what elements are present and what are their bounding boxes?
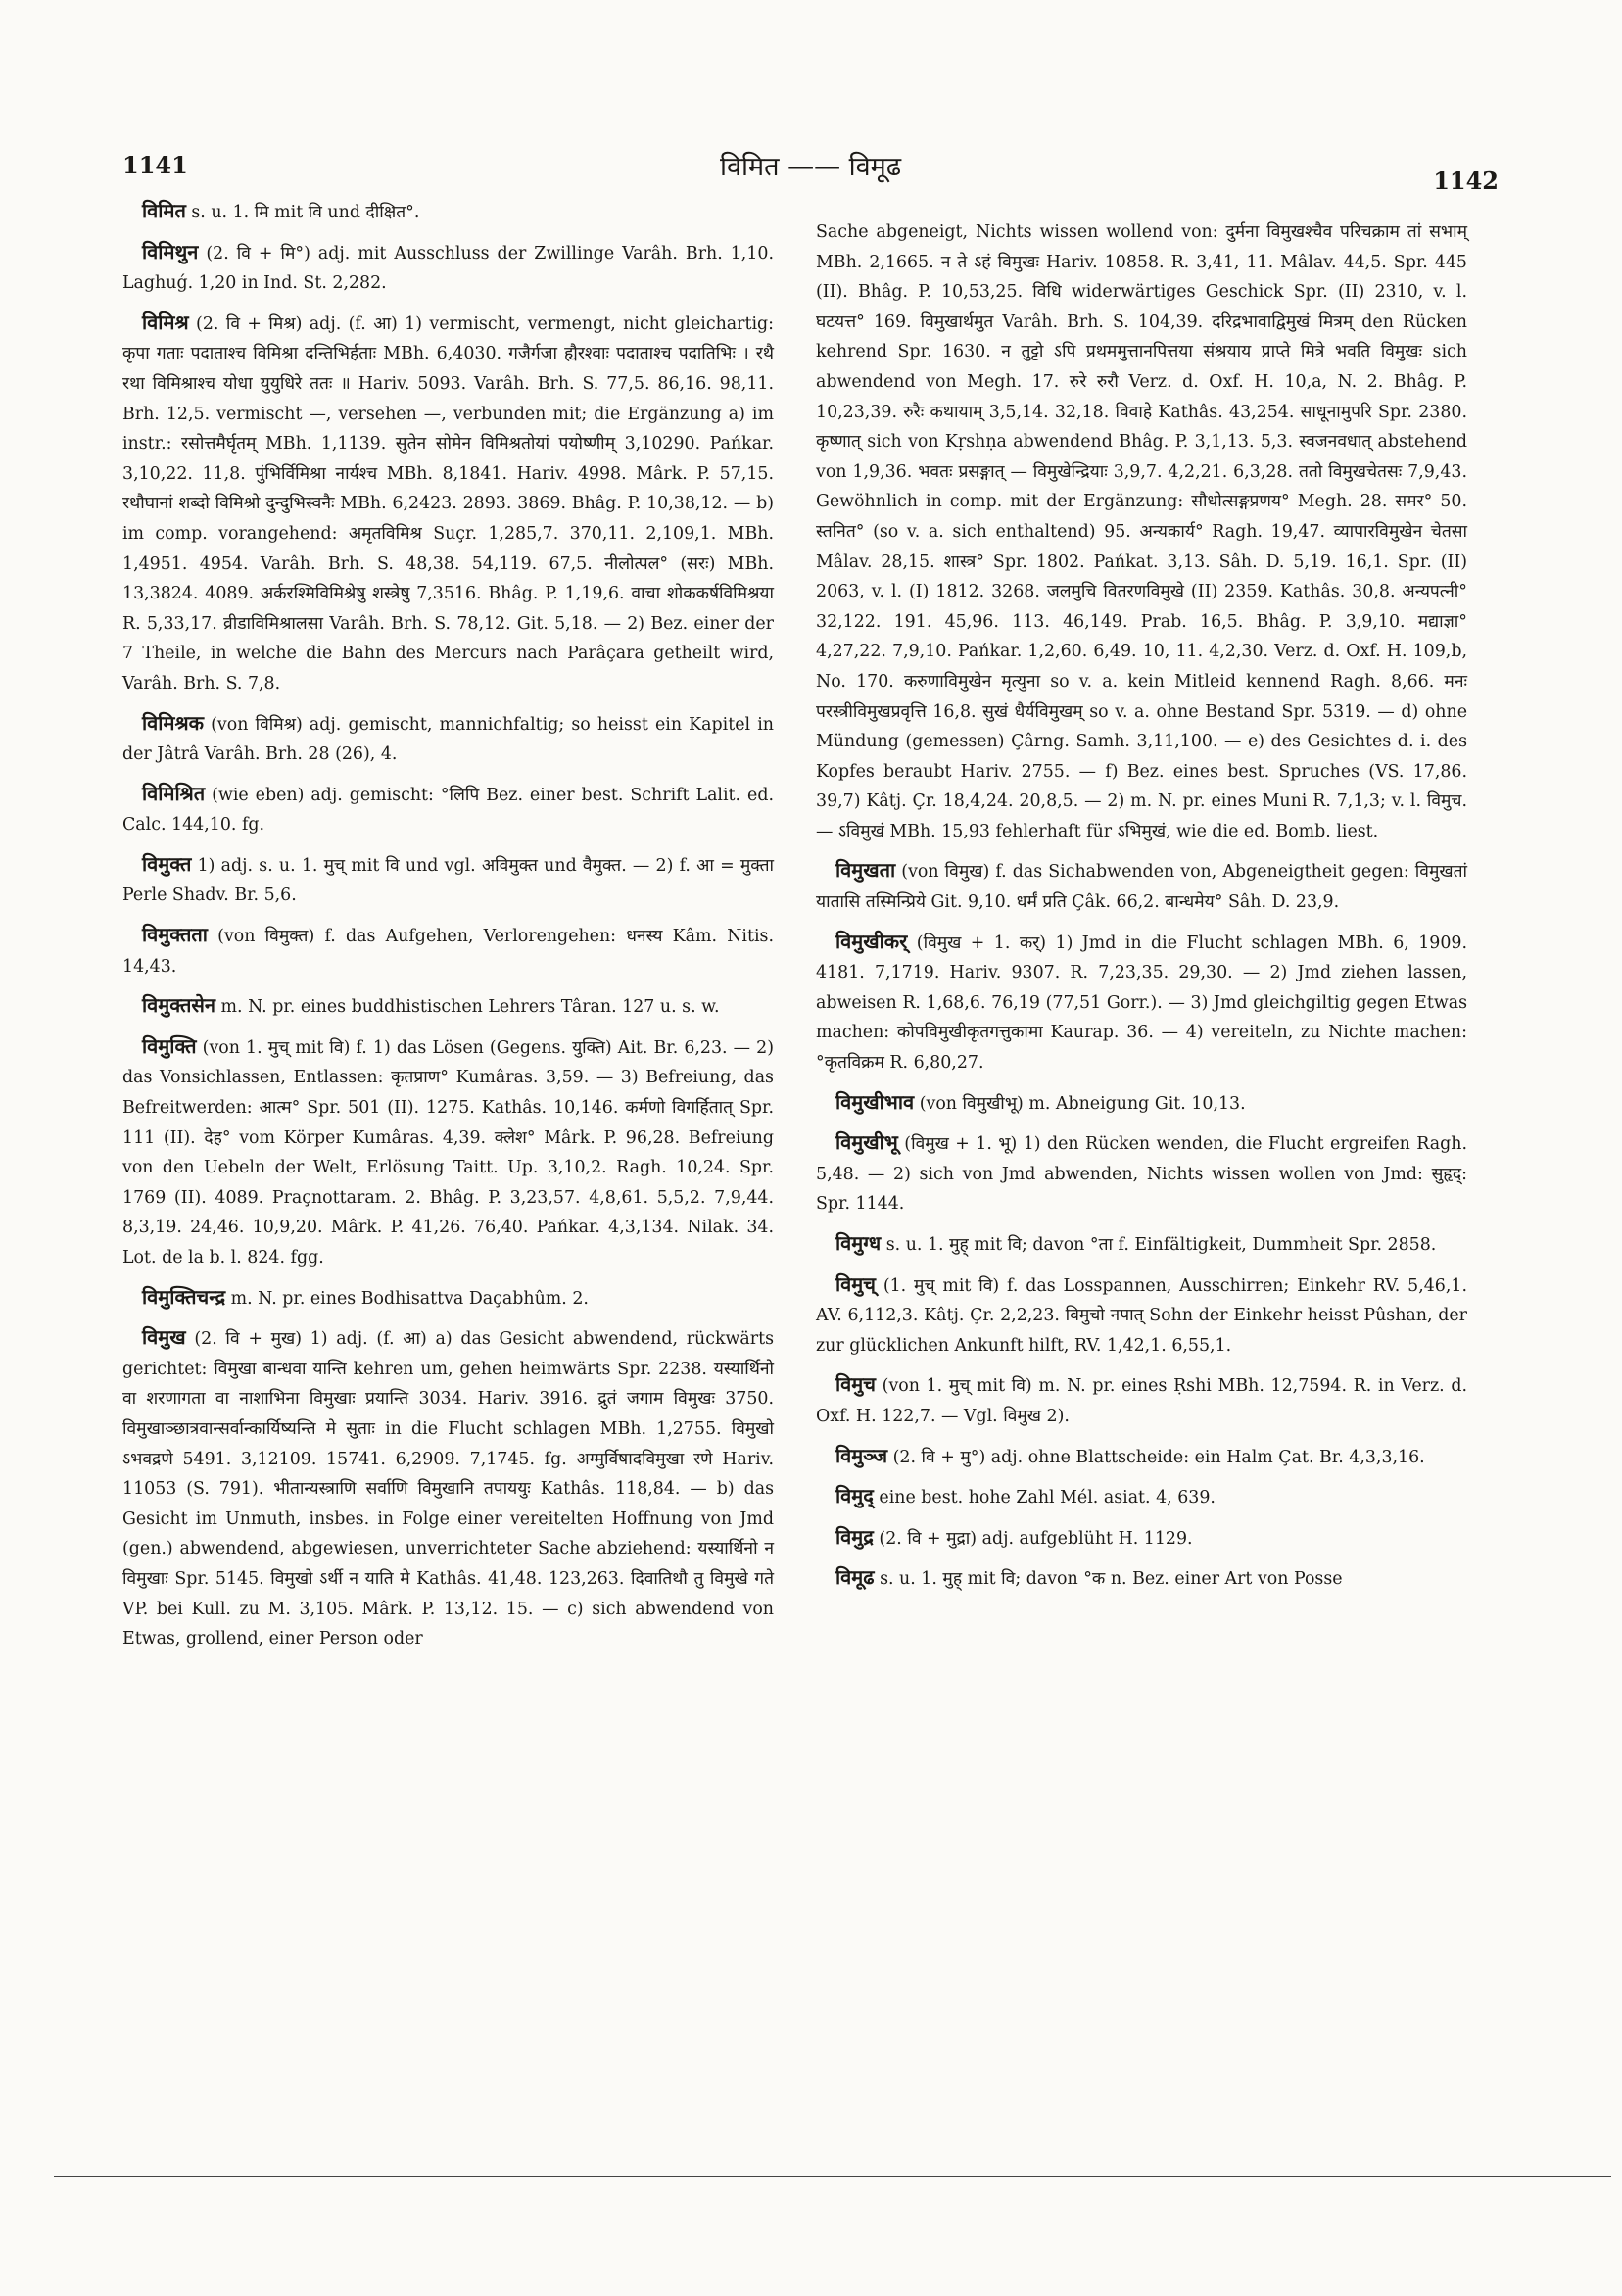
page-header [122, 147, 1499, 195]
entry-headword: विमुच् [835, 1271, 876, 1296]
entry-text: (von विमुक्त) f. das Aufgehen, Verlorengehen: धनस्य Kâm. Nitis. 14,43. [122, 927, 774, 977]
entry-headword: विमिश्रित [142, 781, 206, 805]
entry-headword: विमुखीकर् [835, 929, 908, 953]
entry-text: (2. वि + मुख) 1) adj. (f. आ) a) das Gesicht abwendend, rückwärts gerichtet: विमुखा बान्धवा यान्ति kehren um, gehen heimwärts Spr. 2238. यस्यार्थिनो वा शरणागता वा नाशाभिना विमुखाः प्रयान्ति 3034. Hariv. 3916. द्रुतं जगाम विमुखः 3750. विमुखाञ्छात्रवान्सर्वान्कार्यिष्यन्ति मे सुताः in die Flucht schlagen MBh. 1,2755. विमुखो ऽभवद्रणे 5491. 3,12109. 15741. 6,2909. 7,1745. fg. अग्मुर्विषादविमुखा रणे Hariv. 11053 (S. 791). भीतान्यस्त्राणि सर्वाणि विमुखानि तपाययुः Kathâs. 118,84. — b) das Gesicht im Unmuth, insbes. in Folge einer vereitelten Hoffnung von Jmd (gen.) abwendend, abgewiesen, unverrichteter Sache abziehend: यस्यार्थिनो न विमुखाः Spr. 5145. विमुखो ऽर्थी न याति मे Kathâs. 41,48. 123,263. दिवातिथौ तु विमुखे गते VP. bei Kull. zu M. 3,105. Mârk. P. 13,12. 15. — c) sich abwendend von Etwas, grollend, einer Person oder [122, 1329, 775, 1650]
dictionary-entry [816, 1481, 1467, 1513]
page-number-left: 1141 [122, 151, 188, 179]
entry-headword: विमुखीभाव [835, 1089, 915, 1114]
dictionary-entry [816, 927, 1467, 1078]
dictionary-entry [816, 1087, 1467, 1120]
dictionary-entry [816, 1441, 1467, 1473]
dictionary-entry [122, 237, 774, 299]
entry-text: (wie eben) adj. gemischt: °लिपि Bez. einer best. Schrift Lalit. ed. Calc. 144,10. fg. [122, 785, 774, 836]
entry-text: (von 1. मुच् mit वि) f. 1) das Lösen (Gegens. युक्ति) Ait. Br. 6,23. — 2) das Vonsichlassen, Entlassen: कृतप्राण° Kumâras. 3,59. — 3) Befreiung, das Befreitwerden: आत्म° Spr. 501 (II). 1275. Kathâs. 10,146. कर्मणो विगर्हितात् Spr. 111 (II). देह° vom Körper Kumâras. 4,39. क्लेश° Mârk. P. 96,28. Befreiung von den Uebeln der Welt, Erlösung Taitt. Up. 3,10,2. Ragh. 10,24. Spr. 1769 (II). 4089. Praçnottaram. 2. Bhâg. P. 3,23,57. 4,8,61. 5,5,2. 7,9,44. 8,3,19. 24,46. 10,9,20. Mârk. P. 41,26. 76,40. Pańkar. 4,3,134. Nilak. 34. Lot. de la b. l. 824. fgg. [122, 1037, 775, 1268]
entry-text: (2. वि + मिश्र) adj. (f. आ) 1) vermischt, vermengt, nicht gleichartig: कृपा गताः पदाताश्च विमिश्रा दन्तिभिर्हताः MBh. 6,4030. गजैर्गजा ह्यैरश्वाः पदाताश्च पदातिभिः । रथै रथा विमिश्राश्च योधा युयुधिरे ततः ॥ Hariv. 5093. Varâh. Brh. S. 77,5. 86,16. 98,11. Brh. 12,5. vermischt —, versehen —, verbunden mit; die Ergänzung a) im instr.: रसोत्तमैर्घृतम् MBh. 1,1139. सुतेन सोमेन विमिश्रतोयां पयोष्णीम् 3,10290. Pańkar. 3,10,22. 11,8. पुंभिर्विमिश्रा नार्यश्च MBh. 8,1841. Hariv. 4998. Mârk. P. 57,15. रथौघानां शब्दो विमिश्रो दुन्दुभिस्वनैः MBh. 6,2423. 2893. 3869. Bhâg. P. 10,38,12. — b) im comp. vorangehend: अमृतविमिश्र Suçr. 1,285,7. 370,11. 2,109,1. MBh. 1,4951. 4954. Varâh. Brh. S. 48,38. 54,119. 67,5. नीलोत्पल° (सरः) MBh. 13,3824. 4089. अर्करश्मिविमिश्रेषु शस्त्रेषु 7,3516. Bhâg. P. 1,19,6. वाचा शोककर्षविमिश्रया R. 5,33,17. व्रीडाविमिश्रालसा Varâh. Brh. S. 78,12. Git. 5,18. — 2) Bez. einer der 7 Theile, in welche die Bahn des Mercurs nach Parâçara getheilt wird, Varâh. Brh. S. 7,8. [122, 313, 774, 694]
entry-headword: विमुक्ति [142, 1033, 197, 1058]
dictionary-entry [122, 990, 774, 1023]
entry-text: (von 1. मुच् mit वि) m. N. pr. eines Ṛshi MBh. 12,7594. R. in Verz. d. Oxf. H. 122,7. — Vgl. विमुख 2). [816, 1376, 1467, 1426]
dictionary-entry [122, 849, 774, 911]
entry-headword: विमुच [835, 1372, 876, 1397]
entry-headword: विमुक्त [142, 851, 192, 876]
entry-headword: विमुक्तसेन [142, 993, 215, 1018]
dictionary-entry [816, 1127, 1467, 1220]
dictionary-entry-continuation [816, 217, 1467, 846]
entry-headword: विमित [142, 199, 186, 222]
entry-text: s. u. 1. मुह् mit वि; davon °ता f. Einfältigkeit, Dummheit Spr. 2858. [885, 1235, 1437, 1255]
entry-text: m. N. pr. eines buddhistischen Lehrers Târan. 127 u. s. w. [220, 997, 720, 1018]
entry-text: (1. मुच् mit वि) f. das Losspannen, Ausschirren; Einkehr RV. 5,46,1. AV. 6,112,3. Kâtj. Çr. 2,2,23. विमुचो नपात् Sohn der Einkehr heisst Pûshan, der zur glücklichen Ankunft hilft, RV. 1,42,1. 6,55,1. [816, 1275, 1467, 1356]
dictionary-entry [816, 1269, 1467, 1362]
dictionary-entry [122, 920, 774, 981]
page-number-right: 1142 [1433, 167, 1499, 195]
dictionary-entry [122, 196, 774, 228]
dictionary-entry [122, 779, 774, 840]
entry-headword: विमुख [142, 1325, 186, 1350]
entry-headword: विमुक्तिचन्द्र [142, 1284, 226, 1309]
dictionary-entry [122, 308, 774, 699]
entry-headword: विमिथुन [142, 239, 199, 263]
entry-headword: विमुञ्ज [835, 1443, 888, 1467]
dictionary-entry [122, 1322, 774, 1654]
entry-text: m. N. pr. eines Bodhisattva Daçabhûm. 2. [230, 1288, 589, 1309]
entry-text: (2. वि + मु°) adj. ohne Blattscheide: ein Halm Çat. Br. 4,3,3,16. [892, 1447, 1425, 1467]
entry-headword: विमुखीभू [835, 1130, 898, 1155]
entry-headword: विमुक्तता [142, 923, 208, 947]
entry-text: (2. वि + मुद्रा) adj. aufgeblüht H. 1129. [879, 1528, 1193, 1549]
dictionary-entry [122, 708, 774, 770]
right-column [816, 217, 1467, 1603]
entry-text: s. u. 1. मि mit वि und दीक्षित°. [191, 203, 420, 222]
entry-text: (2. वि + मि°) adj. mit Ausschluss der Zwillinge Varâh. Brh. 1,10. Laghuǵ. 1,20 in Ind. St. 2,282. [122, 243, 774, 294]
entry-text: s. u. 1. मुह् mit वि; davon °क n. Bez. einer Art von Posse [880, 1569, 1343, 1590]
left-column [122, 196, 774, 1663]
entry-text: eine best. hohe Zahl Mél. asiat. 4, 639. [879, 1488, 1216, 1508]
footer-rule [54, 2176, 1611, 2177]
entry-headword: विमुद् [835, 1484, 874, 1508]
entry-text: 1) adj. s. u. 1. मुच् mit वि und vgl. अविमुक्त und वैमुक्त. — 2) f. आ = मुक्ता Perle Shadv. Br. 5,6. [122, 855, 774, 906]
entry-text: (von विमिश्र) adj. gemischt, mannichfaltig; so heisst ein Kapitel in der Jâtrâ Varâh. Brh. 28 (26), 4. [122, 714, 775, 765]
entry-text: (von विमुखीभू) m. Abneigung Git. 10,13. [919, 1093, 1246, 1114]
dictionary-entry [816, 1562, 1467, 1595]
dictionary-entry [122, 1282, 774, 1315]
entry-headword: विमुद्र [835, 1524, 874, 1549]
dictionary-entry [122, 1031, 774, 1273]
entry-headword: विमिश्र [142, 310, 189, 334]
entry-headword: विमिश्रक [142, 710, 204, 735]
dictionary-entry [816, 1369, 1467, 1431]
running-title: विमित —— विमूढ [719, 152, 902, 182]
entry-text: (विमुख + 1. कर्) 1) Jmd in die Flucht schlagen MBh. 6, 1909. 4181. 7,1719. Hariv. 9307. R. 7,23,35. 29,30. — 2) Jmd ziehen lassen, abweisen R. 1,68,6. 76,19 (77,51 Gorr.). — 3) Jmd gleichgiltig gegen Etwas machen: कोपविमुखीकृतगत्तुकामा Kaurap. 36. — 4) vereiteln, zu Nichte machen: °कृतविक्रम R. 6,80,27. [816, 933, 1467, 1074]
entry-headword: विमुग्ध [835, 1231, 882, 1255]
entry-headword: विमूढ [835, 1565, 875, 1590]
dictionary-entry [816, 855, 1467, 917]
entry-text: (विमुख + 1. भू) 1) den Rücken wenden, die Flucht ergreifen Ragh. 5,48. — 2) sich von Jmd abwenden, Nichts wissen wollen von Jmd: सुहृद्: Spr. 1144. [816, 1134, 1467, 1215]
dictionary-entry [816, 1522, 1467, 1555]
entry-text: Sache abgeneigt, Nichts wissen wollend von: दुर्मना विमुखश्चैव परिचक्राम तां सभाम् MBh. 2,1665. न ते ऽहं विमुखः Hariv. 10858. R. 3,41, 11. Mâlav. 44,5. Spr. 445 (II). Bhâg. P. 10,53,25. विधि widerwärtiges Geschick Spr. (II) 2310, v. l. घटयत्त° 169. विमुखार्थमुत Varâh. Brh. S. 104,39. दरिद्रभावाद्विमुखं मित्रम् den Rücken kehrend Spr. 1630. न तुट्टो ऽपि प्रथममुत्तानपित्तया संश्रयाय प्राप्ते मित्रे भवति विमुखः sich abwendend von Megh. 17. रुरे रुरौ Verz. d. Oxf. H. 10,a, N. 2. Bhâg. P. 10,23,39. रुरैः कथायाम् 3,5,14. 32,18. विवाहे Kathâs. 43,254. साधूनामुपरि Spr. 2380. कृष्णात् sich von Kṛshṇa abwendend Bhâg. P. 3,1,13. 5,3. स्वजनवधात् abstehend von 1,9,36. भवतः प्रसङ्गात् — विमुखेन्द्रियाः 3,9,7. 4,2,21. 6,3,28. ततो विमुखचेतसः 7,9,43. Gewöhnlich in comp. mit der Ergänzung: सौधोत्सङ्गप्रणय° Megh. 28. समर° 50. स्तनित° (so v. a. sich enthaltend) 95. अन्यकार्य° Ragh. 19,47. व्यापारविमुखेन चेतसा Mâlav. 28,15. शास्त्र° Spr. 1802. Pańkat. 3,13. Sâh. D. 5,19. 16,1. Spr. (II) 2063, v. l. (I) 1812. 3268. जलमुचि वितरणविमुखे (II) 2359. Kathâs. 30,8. अन्यपत्नी° 32,122. 191. 45,96. 113. 46,149. Prab. 16,5. Bhâg. P. 3,9,10. मद्याज्ञा° 4,27,22. 7,9,10. Pańkar. 1,2,60. 6,49. 10, 11. 4,2,30. Verz. d. Oxf. H. 109,b, No. 170. करुणाविमुखेन मृत्युना so v. a. kein Mitleid kennend Ragh. 8,66. मनः परस्त्रीविमुखप्रवृत्ति 16,8. सुखं धैर्यविमुखम् so v. a. ohne Bestand Spr. 5319. — d) ohne Mündung (gemessen) Çârng. Samh. 3,11,100. — e) des Gesichtes d. i. des Kopfes beraubt Hariv. 2755. — f) Bez. eines best. Spruches (VS. 17,86. 39,7) Kâtj. Çr. 18,4,24. 20,8,5. — 2) m. N. pr. eines Muni R. 7,1,3; v. l. विमुच. — ऽविमुखं MBh. 15,93 fehlerhaft für ऽभिमुखं, wie die ed. Bomb. liest. [816, 222, 1467, 841]
dictionary-entry [816, 1228, 1467, 1261]
entry-text: (von विमुख) f. das Sichabwenden von, Abgeneigtheit gegen: विमुखतां यातासि तस्मिन्प्रिये Git. 9,10. धर्मं प्रति Çâk. 66,2. बान्धमेय° Sâh. D. 23,9. [816, 862, 1467, 913]
entry-headword: विमुखता [835, 858, 896, 883]
